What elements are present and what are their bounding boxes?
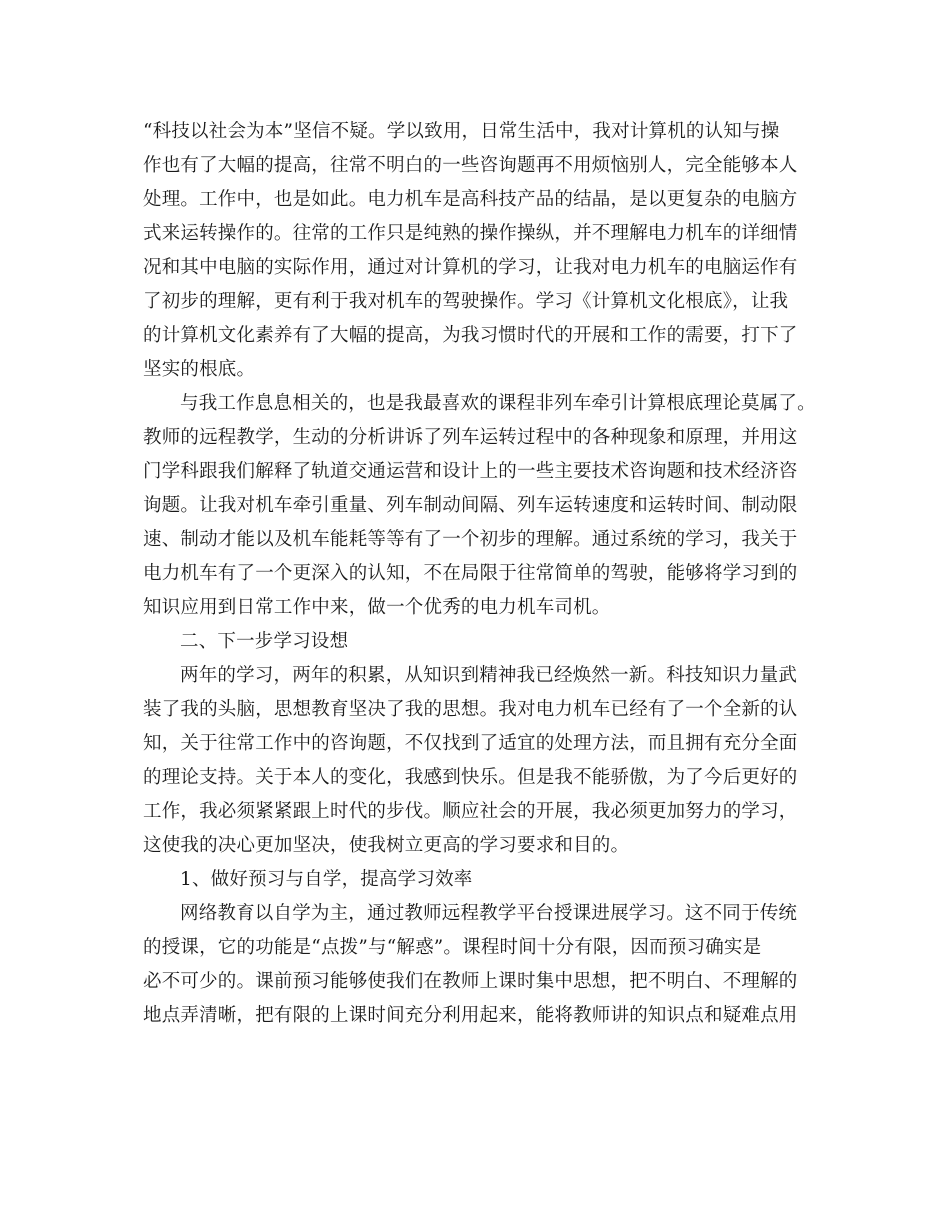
- paragraph-first-line: 与我工作息息相关的，也是我最喜欢的课程非列车牵引计算根底理论莫属了。: [180, 393, 816, 414]
- text-line: 这使我的决心更加坚决，使我树立更高的学习要求和目的。: [143, 835, 630, 856]
- paragraph-first-line: 1、做好预习与自学，提高学习效率: [180, 869, 473, 890]
- text-line: 坚实的根底。: [143, 359, 256, 380]
- text-line: 装了我的头脑，思想教育坚决了我的思想。我对电力机车已经有了一个全新的认: [143, 699, 798, 720]
- text-line: 了初步的理解，更有利于我对机车的驾驶操作。学习《计算机文化根底》，让我: [143, 291, 789, 312]
- paragraph-first-line: 二、下一步学习设想: [180, 631, 349, 652]
- text-line: 教师的远程教学，生动的分析讲诉了列车运转过程中的各种现象和原理，并用这: [143, 427, 798, 448]
- text-line: 速、制动才能以及机车能耗等等有了一个初步的理解。通过系统的学习，我关于: [143, 529, 798, 550]
- text-line: 的理论支持。关于本人的变化，我感到快乐。但是我不能骄傲，为了今后更好的: [143, 767, 798, 788]
- text-line: 处理。工作中，也是如此。电力机车是高科技产品的结晶，是以更复杂的电脑方: [143, 189, 798, 210]
- paragraph-first-line: 两年的学习，两年的积累，从知识到精神我已经焕然一新。科技知识力量武: [180, 665, 798, 686]
- text-line: 电力机车有了一个更深入的认知，不在局限于往常简单的驾驶，能够将学习到的: [143, 563, 798, 584]
- text-line: 的计算机文化素养有了大幅的提高，为我习惯时代的开展和工作的需要，打下了: [143, 325, 798, 346]
- text-line: “科技以社会为本”坚信不疑。学以致用，日常生活中，我对计算机的认知与操: [143, 121, 780, 142]
- paragraph-first-line: 网络教育以自学为主，通过教师远程教学平台授课进展学习。这不同于传统: [180, 903, 798, 924]
- text-line: 必不可少的。课前预习能够使我们在教师上课时集中思想，把不明白、不理解的: [143, 971, 798, 992]
- text-line: 况和其中电脑的实际作用，通过对计算机的学习，让我对电力机车的电脑运作有: [143, 257, 798, 278]
- text-line: 询题。让我对机车牵引重量、列车制动间隔、列车运转速度和运转时间、制动限: [143, 495, 798, 516]
- text-line: 式来运转操作的。往常的工作只是纯熟的操作操纵，并不理解电力机车的详细情: [143, 223, 798, 244]
- document-body: [143, 115, 816, 1033]
- text-line: 知，关于往常工作中的咨询题，不仅找到了适宜的处理方法，而且拥有充分全面: [143, 733, 798, 754]
- text-line: 知识应用到日常工作中来，做一个优秀的电力机车司机。: [143, 597, 611, 618]
- text-line: 门学科跟我们解释了轨道交通运营和设计上的一些主要技术咨询题和技术经济咨: [143, 461, 798, 482]
- text-line: 工作，我必须紧紧跟上时代的步伐。顺应社会的开展，我必须更加努力的学习，: [143, 801, 798, 822]
- text-line: 的授课，它的功能是“点拨”与“解惑”。课程时间十分有限，因而预习确实是: [143, 937, 762, 958]
- text-line: 地点弄清晰，把有限的上课时间充分利用起来，能将教师讲的知识点和疑难点用: [143, 1005, 798, 1026]
- text-line: 作也有了大幅的提高，往常不明白的一些咨询题再不用烦恼别人，完全能够本人: [143, 155, 798, 176]
